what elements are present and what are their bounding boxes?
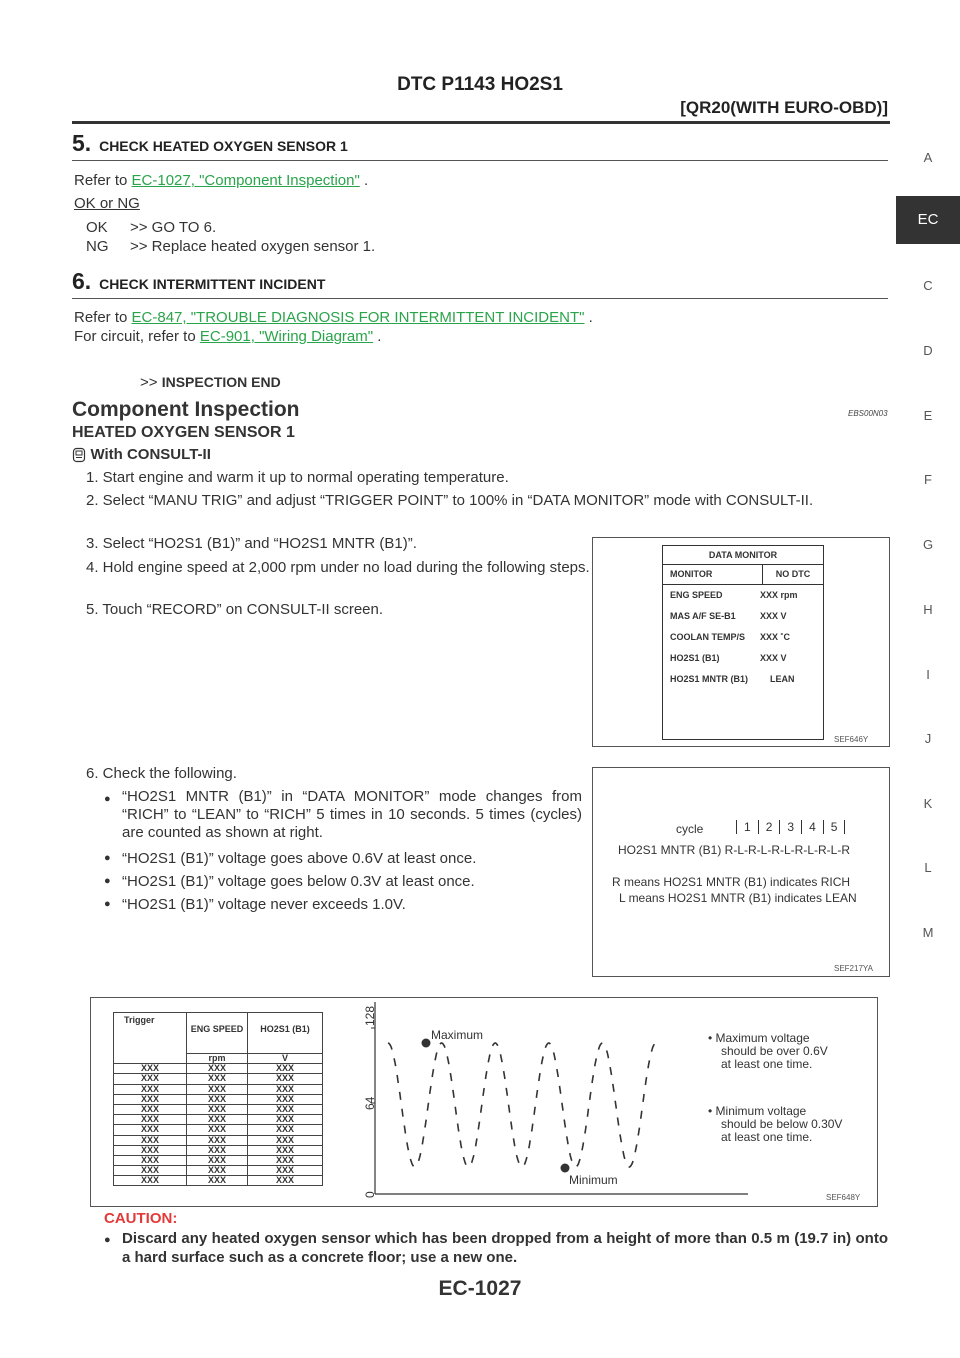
trigger-table: [113, 1012, 323, 1186]
trigger-table-cell: XXX: [248, 1084, 323, 1094]
heated-oxygen-sensor-subtitle: HEATED OXYGEN SENSOR 1: [72, 424, 295, 441]
monitor-item-name: MAS A/F SE-B1: [670, 611, 736, 621]
note-line: • Maximum voltage: [708, 1031, 810, 1045]
monitor-item-value: XXX V: [760, 611, 787, 621]
y-tick-label-128: 128: [363, 1005, 377, 1026]
consult-icon: [72, 447, 86, 463]
trigger-table-cell: XXX: [248, 1135, 323, 1145]
step5-refer: [74, 172, 368, 189]
monitor-row: [663, 585, 823, 606]
inspection-end: [140, 374, 281, 391]
result-ng-text: >> Replace heated oxygen sensor 1.: [130, 238, 376, 255]
monitor-item-name: HO2S1 (B1): [670, 653, 720, 663]
trigger-table-cell: XXX: [114, 1084, 187, 1094]
trigger-table-cell: XXX: [248, 1104, 323, 1114]
result-ok-text: >> GO TO 6.: [130, 219, 217, 236]
step6-number: 6.: [72, 268, 92, 294]
procedure-step-2: 2. Select “MANU TRIG” and adjust “TRIGGER POINT” to 100% in “DATA MONITOR” mode with CONSULT-II.: [86, 492, 814, 509]
trigger-table-row: [114, 1155, 323, 1165]
trigger-table-cell: XXX: [114, 1115, 187, 1125]
component-inspection-title: Component Inspection: [72, 398, 300, 421]
minimum-point: [561, 1164, 570, 1173]
data-monitor-screen: [662, 545, 824, 740]
trigger-table-cell: XXX: [114, 1135, 187, 1145]
trigger-table-row: [114, 1074, 323, 1084]
wiring-diagram-link[interactable]: EC-901, "Wiring Diagram": [199, 328, 374, 345]
trigger-table-cell: XXX: [248, 1064, 323, 1074]
monitor-row: [663, 648, 823, 669]
trigger-table-cell: XXX: [248, 1125, 323, 1135]
trigger-table-cell: XXX: [114, 1074, 187, 1084]
section-code: EBS00N03: [848, 409, 888, 418]
trigger-table-cell: XXX: [248, 1145, 323, 1155]
circuit-prefix: For circuit, refer to: [74, 328, 196, 345]
result-ok-code: OK: [86, 219, 108, 236]
th-eng-speed: ENG SPEED: [187, 1013, 248, 1046]
trigger-table-cell: XXX: [187, 1155, 248, 1165]
cycle-number: 2: [758, 820, 780, 834]
trigger-table-row: [114, 1145, 323, 1155]
step5-title: CHECK HEATED OXYGEN SENSOR 1: [99, 138, 348, 154]
note-line: at least one time.: [721, 1057, 813, 1071]
trigger-table-cell: XXX: [187, 1094, 248, 1104]
monitor-item-name: HO2S1 MNTR (B1): [670, 674, 749, 684]
maximum-point: [422, 1039, 431, 1048]
ho2s1-voltage-wave: [388, 1043, 656, 1167]
cycle-number: 4: [801, 820, 823, 834]
side-index-a[interactable]: A: [923, 150, 933, 165]
step5-rule: [72, 160, 888, 161]
trigger-table-cell: XXX: [114, 1064, 187, 1074]
max-voltage-note: [708, 1032, 828, 1071]
check-item-1: ● “HO2S1 MNTR (B1)” in “DATA MONITOR” mode changes from “RICH” to “LEAN” to “RICH” 5 times in 10 seconds. 5 times (cycles) are counted as shown at right.: [122, 788, 582, 842]
trigger-table-cell: XXX: [248, 1094, 323, 1104]
note-line: • Minimum voltage: [708, 1104, 807, 1118]
th-v: V: [248, 1054, 323, 1064]
side-index-l[interactable]: L: [924, 860, 932, 875]
trigger-table-cell: XXX: [187, 1166, 248, 1176]
note-line: at least one time.: [721, 1130, 813, 1144]
check-item-2: ● “HO2S1 (B1)” voltage goes above 0.6V at least once.: [122, 850, 582, 867]
procedure-step-4: 4. Hold engine speed at 2,000 rpm under no load during the following steps.: [86, 559, 590, 576]
trigger-table-row: [114, 1135, 323, 1145]
step6-rule: [72, 298, 888, 299]
step6-heading: [72, 268, 325, 295]
side-index-m[interactable]: M: [922, 925, 934, 940]
side-index-e[interactable]: E: [923, 408, 933, 423]
r-means-text: R means HO2S1 MNTR (B1) indicates RICH: [612, 875, 851, 889]
trigger-table-wrap: [113, 1012, 323, 1186]
caution-text: ● Discard any heated oxygen sensor which has been dropped from a height of more than 0.5 m (19.7 in) onto a hard surface such as a concrete floor; use a new one.: [122, 1229, 888, 1267]
col-no-dtc: NO DTC: [775, 569, 811, 579]
procedure-step-1: 1. Start engine and warm it up to normal operating temperature.: [86, 469, 509, 486]
monitor-item-name: ENG SPEED: [670, 590, 723, 600]
cycle-label: cycle: [676, 822, 704, 836]
trigger-table-cell: XXX: [187, 1074, 248, 1084]
trigger-table-row: [114, 1115, 323, 1125]
y-tick-label-64: 64: [363, 1096, 377, 1110]
trigger-table-cell: XXX: [187, 1125, 248, 1135]
trigger-table-cell: XXX: [114, 1155, 187, 1165]
th-rpm: rpm: [187, 1054, 248, 1064]
procedure-step-3: 3. Select “HO2S1 (B1)” and “HO2S1 MNTR (B1)”.: [86, 535, 417, 552]
monitor-item-name: COOLAN TEMP/S: [670, 632, 746, 642]
figure1-caption: SEF646Y: [834, 735, 869, 744]
monitor-sequence: HO2S1 MNTR (B1) R-L-R-L-R-L-R-L-R-L-R: [618, 843, 851, 857]
trigger-table-cell: XXX: [248, 1176, 323, 1186]
figure2-caption: SEF217YA: [834, 964, 873, 973]
trigger-table-cell: XXX: [248, 1074, 323, 1084]
end-arrow: >>: [140, 374, 158, 391]
trigger-table-cell: XXX: [187, 1064, 248, 1074]
step6-refer: [74, 309, 593, 326]
monitor-item-value: XXX V: [760, 653, 787, 663]
page-number: EC-1027: [438, 1277, 522, 1300]
trigger-table-cell: XXX: [187, 1115, 248, 1125]
cycle-number: 5: [823, 820, 846, 834]
trigger-table-cell: XXX: [248, 1115, 323, 1125]
note-line: should be below 0.30V: [721, 1117, 843, 1131]
maximum-label: Maximum: [431, 1028, 484, 1042]
step6-title: CHECK INTERMITTENT INCIDENT: [99, 276, 326, 292]
ok-or-ng-label: OK or NG: [74, 195, 140, 212]
result-ng-code: NG: [86, 238, 109, 255]
end-text: INSPECTION END: [161, 374, 281, 390]
trigger-table-cell: XXX: [187, 1176, 248, 1186]
trigger-table-cell: XXX: [248, 1166, 323, 1176]
step5-heading: [72, 130, 348, 157]
side-index-k[interactable]: K: [923, 796, 933, 811]
step5-number: 5.: [72, 130, 92, 156]
caution-label: CAUTION:: [104, 1210, 178, 1227]
consult-heading: [72, 446, 211, 464]
monitor-row: [663, 669, 823, 690]
monitor-item-value: XXX rpm: [760, 590, 798, 600]
trigger-table-cell: XXX: [114, 1094, 187, 1104]
data-monitor-title: DATA MONITOR: [663, 546, 823, 565]
l-means-text: L means HO2S1 MNTR (B1) indicates LEAN: [619, 891, 857, 905]
trigger-table-row: [114, 1104, 323, 1114]
minimum-label: Minimum: [569, 1173, 618, 1187]
side-index-c[interactable]: C: [923, 278, 933, 293]
page-title: DTC P1143 HO2S1: [397, 74, 563, 95]
min-voltage-note: [708, 1105, 842, 1144]
procedure-step-6: 6. Check the following.: [86, 765, 237, 782]
trigger-table-cell: XXX: [187, 1135, 248, 1145]
trigger-table-cell: XXX: [187, 1084, 248, 1094]
trigger-table-row: [114, 1125, 323, 1135]
trigger-table-row: [114, 1176, 323, 1186]
trigger-table-row: [114, 1084, 323, 1094]
side-index-d[interactable]: D: [923, 343, 933, 358]
side-index-j[interactable]: J: [924, 731, 932, 746]
refer-suffix: .: [363, 172, 369, 189]
trigger-table-cell: XXX: [114, 1104, 187, 1114]
col-monitor: MONITOR: [663, 565, 763, 584]
circuit-suffix: .: [377, 328, 382, 345]
side-index-ec[interactable]: EC: [896, 196, 960, 244]
side-index-g[interactable]: G: [922, 537, 934, 552]
side-index-f[interactable]: F: [924, 472, 932, 487]
trigger-table-cell: XXX: [248, 1155, 323, 1165]
trigger-table-cell: XXX: [114, 1176, 187, 1186]
note-line: should be over 0.6V: [721, 1044, 828, 1058]
component-inspection-link[interactable]: EC-1027, "Component Inspection": [131, 172, 360, 189]
data-monitor-header-row: [663, 565, 823, 585]
monitor-item-value: XXX ˚C: [760, 632, 791, 642]
side-index-i[interactable]: I: [926, 667, 930, 682]
refer-prefix: Refer to: [74, 172, 128, 189]
cycle-number: 3: [779, 820, 801, 834]
y-tick-label-0: 0: [363, 1191, 377, 1198]
step6-circuit: [74, 328, 381, 345]
page-subtitle: [QR20(WITH EURO-OBD)]: [680, 98, 888, 117]
figure3-caption: SEF648Y: [826, 1193, 861, 1202]
intermittent-incident-link[interactable]: EC-847, "TROUBLE DIAGNOSIS FOR INTERMITTENT INCIDENT": [131, 309, 585, 326]
check-item-4: ● “HO2S1 (B1)” voltage never exceeds 1.0V.: [122, 896, 582, 913]
cycle-figure: [592, 767, 890, 977]
side-index-h[interactable]: H: [923, 602, 933, 617]
th-trigger: Trigger: [114, 1013, 187, 1064]
refer-suffix: .: [588, 309, 593, 326]
trigger-table-cell: XXX: [187, 1104, 248, 1114]
trigger-table-cell: XXX: [187, 1145, 248, 1155]
monitor-item-value: LEAN: [770, 674, 795, 684]
consult-label: With CONSULT-II: [90, 446, 211, 463]
waveform-chart: [340, 998, 760, 1204]
trigger-table-row: [114, 1094, 323, 1104]
trigger-table-cell: XXX: [114, 1145, 187, 1155]
cycle-numbers: [736, 820, 845, 834]
cycle-number: 1: [736, 820, 758, 834]
trigger-table-cell: XXX: [114, 1166, 187, 1176]
check-item-3: ● “HO2S1 (B1)” voltage goes below 0.3V at least once.: [122, 873, 582, 890]
trigger-table-row: [114, 1064, 323, 1074]
header-divider: [72, 121, 890, 124]
trigger-table-cell: XXX: [114, 1125, 187, 1135]
procedure-step-5: 5. Touch “RECORD” on CONSULT-II screen.: [86, 601, 384, 618]
refer-prefix: Refer to: [74, 309, 128, 326]
monitor-row: [663, 627, 823, 648]
monitor-row: [663, 606, 823, 627]
th-ho2s1: HO2S1 (B1): [248, 1013, 323, 1046]
trigger-table-row: [114, 1166, 323, 1176]
